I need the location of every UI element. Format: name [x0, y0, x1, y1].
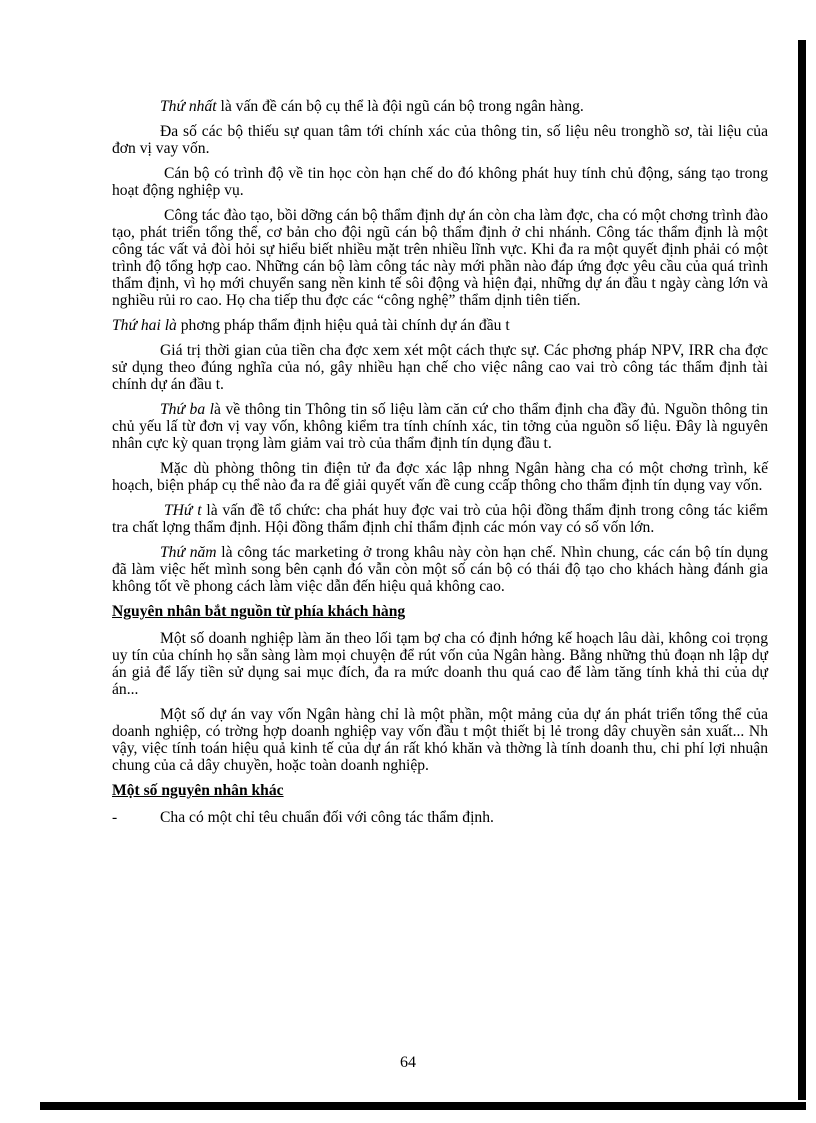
paragraph-fifth-issue — [112, 544, 768, 595]
paragraph-text: là vấn đề tổ chức: cha phát huy đợc vai trò của hội đồng thẩm định trong công tác kiểm tra chất lợng thẩm định. Hội đồng thẩm định chỉ thẩm định các món vay có số vốn lớn. — [112, 502, 769, 536]
paragraph: Giá trị thời gian của tiền cha đợc xem xét một cách thực sự. Các phơng pháp NPV, IRR cha đợc sử dụng theo đúng nghĩa của nó, gây nhiều hạn chế cho việc nâng cao vai trò công tác thẩm định tài chính dự án đầu t. — [112, 342, 768, 393]
paragraph-text: là vấn đề cán bộ cụ thể là đội ngũ cán bộ trong ngân hàng. — [216, 98, 584, 115]
bullet-dash: - — [112, 809, 118, 826]
bullet-text: Cha có một chỉ têu chuẩn đối với công tác thẩm định. — [160, 809, 494, 826]
paragraph-fourth-issue — [112, 502, 768, 536]
paragraph: Một số doanh nghiệp làm ăn theo lối tạm bợ cha có định hớng kế hoạch lâu dài, không coi trọng uy tín của chính họ sẵn sàng làm mọi chuyện để rút vốn của Ngân hàng. Bằng những thủ đoạn nh lập dự án giả để lấy tiền sử dụng sai mục đích, đa ra mức doanh thu quá cao để làm tăng tính khả thi của dự án... — [112, 630, 768, 698]
paragraph-text: à về thông tin Thông tin số liệu làm căn cứ cho thẩm định cha đầy đủ. Nguồn thông tin chủ yếu lấ từ đơn vị vay vốn, không kiểm tra tính chính xác, tin tởng của nguồn số liệu. Đây là nguyên nhân cực kỳ quan trọng làm giảm vai trò của thẩm định tín dụng đầu t. — [112, 401, 768, 452]
page-shadow-bottom — [40, 1102, 806, 1110]
bullet-item — [112, 809, 768, 826]
paragraph: Mặc dù phòng thông tin điện tử đa đợc xác lập nhng Ngân hàng cha có một chơng trình, kế hoạch, biện pháp cụ thể nào đa ra để giải quyết vấn đề cung ccấp thông cho thẩm định tín dụng vay vốn. — [112, 460, 768, 494]
emphasis-lead: Thứ ba l — [160, 401, 214, 418]
document-body — [112, 98, 768, 826]
section-heading-other-causes: Một số nguyên nhân khác — [112, 782, 284, 799]
paragraph-third-issue — [112, 401, 768, 452]
emphasis-lead: Thứ nhất — [160, 98, 217, 115]
paragraph: Đa số các bộ thiếu sự quan tâm tới chính xác của thông tin, số liệu nêu tronghồ sơ, tài liệu của đơn vị vay vốn. — [112, 123, 768, 157]
paragraph: Công tác đào tạo, bồi dỡng cán bộ thẩm định dự án còn cha làm đợc, cha có một chơng trình đào tạo, phát triển tổng thể, cơ bản cho đội ngũ cán bộ thẩm định ở chi nhánh. Công tác thẩm định là một công tác vất vả đòi hỏi sự hiểu biết nhiều mặt trên nhiều lĩnh vực. Khi đa ra một quyết định phải có một trình độ tổng hợp cao. Những cán bộ làm công tác này mới phần nào đáp ứng đợc yêu cầu của quá trình thẩm định, vì họ mới chuyển sang nền kinh tế sôi động và hiện đại, những dự án đầu t ngày càng lớn và nghiều rủi ro cao. Họ cha tiếp thu đợc các “công nghệ” thẩm dịnh tiên tiến. — [112, 207, 768, 309]
paragraph-second-issue — [112, 317, 768, 334]
emphasis-lead: Thứ hai là — [112, 317, 177, 334]
paragraph: Cán bộ có trình độ về tin học còn hạn chế do đó không phát huy tính chủ động, sáng tạo trong hoạt động nghiệp vụ. — [112, 165, 768, 199]
emphasis-lead: THứ t — [164, 502, 202, 519]
page-number: 64 — [400, 1054, 416, 1071]
paragraph-text: phơng pháp thẩm định hiệu quả tài chính dự án đầu t — [176, 317, 510, 334]
section-heading-customer-causes: Nguyên nhân bắt nguồn từ phía khách hàng — [112, 603, 406, 620]
emphasis-lead: Thứ năm — [160, 544, 217, 561]
page-shadow-right — [798, 40, 806, 1100]
paragraph-first-issue — [112, 98, 768, 115]
paragraph: Một số dự án vay vốn Ngân hàng chỉ là một phần, một mảng của dự án phát triển tổng thể của doanh nghiệp, có trờng hợp doanh nghiệp vay vốn đầu t một thiết bị lẻ trong dây chuyền sản xuất... Nh vậy, việc tính toán hiệu quả kinh tế của dự án rất khó khăn và thờng là tính doanh thu, chi phí lợi nhuận chung của cả dây chuyền, hoặc toàn doanh nghiệp. — [112, 706, 768, 774]
paragraph-text: là công tác marketing ở trong khâu này còn hạn chế. Nhìn chung, các cán bộ tín dụng đã làm việc hết mình song bên cạnh đó vẫn còn một số cán bộ có thái độ tạo cho khách hàng đánh gia không tốt về phong cách làm việc dẫn đến hiệu quả không cao. — [112, 544, 768, 595]
